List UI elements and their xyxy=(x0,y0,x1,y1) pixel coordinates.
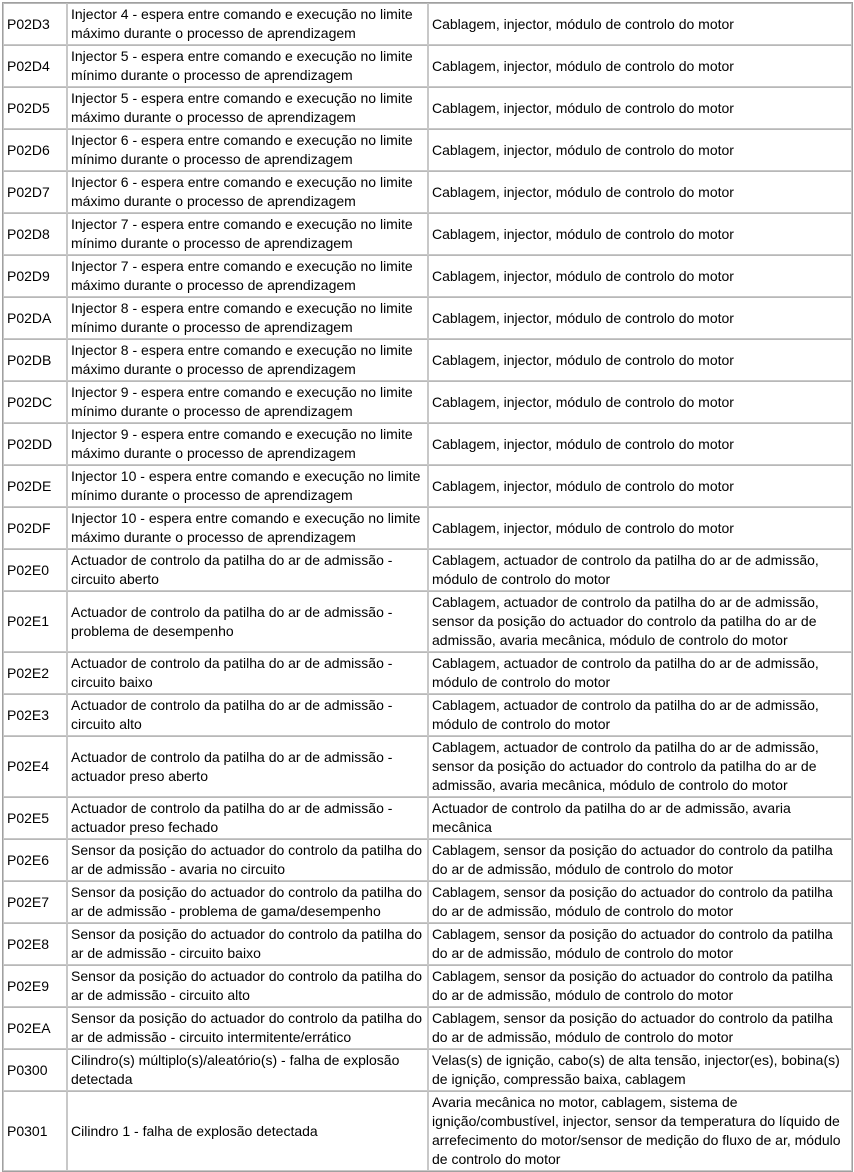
fault-causes: Cablagem, actuador de controlo da patilha do ar de admissão, módulo de controlo do motor xyxy=(428,549,852,591)
fault-code: P02DC xyxy=(3,381,67,423)
fault-description: Actuador de controlo da patilha do ar de admissão - actuador preso fechado xyxy=(67,797,428,839)
fault-description: Injector 6 - espera entre comando e execução no limite máximo durante o processo de aprendizagem xyxy=(67,171,428,213)
fault-code: P02D8 xyxy=(3,213,67,255)
table-row xyxy=(3,591,852,652)
table-row xyxy=(3,1007,852,1049)
fault-code: P02DF xyxy=(3,507,67,549)
table-row xyxy=(3,652,852,694)
fault-causes: Cablagem, injector, módulo de controlo do motor xyxy=(428,339,852,381)
fault-description: Sensor da posição do actuador do controlo da patilha do ar de admissão - circuito alto xyxy=(67,965,428,1007)
fault-causes: Cablagem, injector, módulo de controlo do motor xyxy=(428,129,852,171)
fault-causes: Cablagem, injector, módulo de controlo do motor xyxy=(428,465,852,507)
fault-description: Injector 10 - espera entre comando e execução no limite máximo durante o processo de aprendizagem xyxy=(67,507,428,549)
fault-causes: Cablagem, sensor da posição do actuador do controlo da patilha do ar de admissão, módulo de controlo do motor xyxy=(428,923,852,965)
fault-code: P02D7 xyxy=(3,171,67,213)
fault-code: P02E1 xyxy=(3,591,67,652)
fault-description: Sensor da posição do actuador do controlo da patilha do ar de admissão - avaria no circuito xyxy=(67,839,428,881)
table-row xyxy=(3,549,852,591)
fault-code: P02E8 xyxy=(3,923,67,965)
table-row xyxy=(3,339,852,381)
fault-code: P02E2 xyxy=(3,652,67,694)
fault-causes: Cablagem, sensor da posição do actuador do controlo da patilha do ar de admissão, módulo de controlo do motor xyxy=(428,881,852,923)
fault-causes: Cablagem, actuador de controlo da patilha do ar de admissão, sensor da posição do actuador do controlo da patilha do ar de admissão, avaria mecânica, módulo de controlo do motor xyxy=(428,591,852,652)
fault-code: P02E0 xyxy=(3,549,67,591)
fault-description: Actuador de controlo da patilha do ar de admissão - problema de desempenho xyxy=(67,591,428,652)
table-row xyxy=(3,87,852,129)
fault-causes: Cablagem, actuador de controlo da patilha do ar de admissão, módulo de controlo do motor xyxy=(428,694,852,736)
fault-description: Sensor da posição do actuador do controlo da patilha do ar de admissão - circuito intermitente/errático xyxy=(67,1007,428,1049)
table-row xyxy=(3,129,852,171)
fault-description: Actuador de controlo da patilha do ar de admissão - actuador preso aberto xyxy=(67,736,428,797)
fault-code: P02E3 xyxy=(3,694,67,736)
fault-causes: Cablagem, actuador de controlo da patilha do ar de admissão, sensor da posição do actuador do controlo da patilha do ar de admissão, avaria mecânica, módulo de controlo do motor xyxy=(428,736,852,797)
fault-description: Injector 4 - espera entre comando e execução no limite máximo durante o processo de aprendizagem xyxy=(67,3,428,45)
table-row xyxy=(3,923,852,965)
fault-causes: Cablagem, injector, módulo de controlo do motor xyxy=(428,87,852,129)
table-row xyxy=(3,423,852,465)
fault-code: P02D5 xyxy=(3,87,67,129)
fault-causes: Actuador de controlo da patilha do ar de admissão, avaria mecânica xyxy=(428,797,852,839)
table-row xyxy=(3,1049,852,1091)
fault-description: Sensor da posição do actuador do controlo da patilha do ar de admissão - problema de gama/desempenho xyxy=(67,881,428,923)
fault-description: Injector 5 - espera entre comando e execução no limite máximo durante o processo de aprendizagem xyxy=(67,87,428,129)
fault-code: P02DD xyxy=(3,423,67,465)
fault-code: P02D6 xyxy=(3,129,67,171)
fault-description: Actuador de controlo da patilha do ar de admissão - circuito baixo xyxy=(67,652,428,694)
fault-description: Injector 5 - espera entre comando e execução no limite mínimo durante o processo de aprendizagem xyxy=(67,45,428,87)
fault-causes: Cablagem, injector, módulo de controlo do motor xyxy=(428,423,852,465)
fault-causes: Cablagem, injector, módulo de controlo do motor xyxy=(428,297,852,339)
fault-code: P02D4 xyxy=(3,45,67,87)
fault-code: P02DA xyxy=(3,297,67,339)
fault-description: Sensor da posição do actuador do controlo da patilha do ar de admissão - circuito baixo xyxy=(67,923,428,965)
fault-causes: Avaria mecânica no motor, cablagem, sistema de ignição/combustível, injector, sensor da temperatura do líquido de arrefecimento do motor/sensor de medição do fluxo de ar, módulo de controlo do motor xyxy=(428,1091,852,1171)
fault-description: Injector 8 - espera entre comando e execução no limite máximo durante o processo de aprendizagem xyxy=(67,339,428,381)
table-row xyxy=(3,381,852,423)
fault-description: Injector 8 - espera entre comando e execução no limite mínimo durante o processo de aprendizagem xyxy=(67,297,428,339)
fault-description: Injector 9 - espera entre comando e execução no limite mínimo durante o processo de aprendizagem xyxy=(67,381,428,423)
table-row xyxy=(3,213,852,255)
fault-causes: Cablagem, sensor da posição do actuador do controlo da patilha do ar de admissão, módulo de controlo do motor xyxy=(428,965,852,1007)
fault-causes: Velas(s) de ignição, cabo(s) de alta tensão, injector(es), bobina(s) de ignição, compressão baixa, cablagem xyxy=(428,1049,852,1091)
fault-causes: Cablagem, injector, módulo de controlo do motor xyxy=(428,45,852,87)
fault-description: Injector 7 - espera entre comando e execução no limite máximo durante o processo de aprendizagem xyxy=(67,255,428,297)
fault-code: P02D9 xyxy=(3,255,67,297)
fault-causes: Cablagem, actuador de controlo da patilha do ar de admissão, módulo de controlo do motor xyxy=(428,652,852,694)
table-row xyxy=(3,797,852,839)
fault-causes: Cablagem, injector, módulo de controlo do motor xyxy=(428,255,852,297)
fault-code: P02E7 xyxy=(3,881,67,923)
table-row xyxy=(3,3,852,45)
fault-description: Cilindro(s) múltiplo(s)/aleatório(s) - falha de explosão detectada xyxy=(67,1049,428,1091)
fault-description: Actuador de controlo da patilha do ar de admissão - circuito alto xyxy=(67,694,428,736)
fault-code: P02D3 xyxy=(3,3,67,45)
table-row xyxy=(3,255,852,297)
fault-description: Cilindro 1 - falha de explosão detectada xyxy=(67,1091,428,1171)
table-row xyxy=(3,45,852,87)
table-row xyxy=(3,965,852,1007)
fault-code: P02DE xyxy=(3,465,67,507)
fault-code-table-body xyxy=(3,3,852,1171)
fault-causes: Cablagem, injector, módulo de controlo do motor xyxy=(428,507,852,549)
fault-code: P02DB xyxy=(3,339,67,381)
fault-causes: Cablagem, injector, módulo de controlo do motor xyxy=(428,213,852,255)
table-row xyxy=(3,507,852,549)
fault-description: Injector 10 - espera entre comando e execução no limite mínimo durante o processo de aprendizagem xyxy=(67,465,428,507)
table-row xyxy=(3,171,852,213)
fault-code: P02E9 xyxy=(3,965,67,1007)
fault-causes: Cablagem, injector, módulo de controlo do motor xyxy=(428,381,852,423)
table-row xyxy=(3,881,852,923)
fault-code: P0301 xyxy=(3,1091,67,1171)
fault-description: Injector 9 - espera entre comando e execução no limite máximo durante o processo de aprendizagem xyxy=(67,423,428,465)
table-row xyxy=(3,736,852,797)
table-row xyxy=(3,1091,852,1171)
table-row xyxy=(3,297,852,339)
fault-description: Injector 6 - espera entre comando e execução no limite mínimo durante o processo de aprendizagem xyxy=(67,129,428,171)
fault-description: Actuador de controlo da patilha do ar de admissão - circuito aberto xyxy=(67,549,428,591)
fault-code: P02E4 xyxy=(3,736,67,797)
table-row xyxy=(3,465,852,507)
fault-description: Injector 7 - espera entre comando e execução no limite mínimo durante o processo de aprendizagem xyxy=(67,213,428,255)
fault-causes: Cablagem, injector, módulo de controlo do motor xyxy=(428,171,852,213)
fault-causes: Cablagem, sensor da posição do actuador do controlo da patilha do ar de admissão, módulo de controlo do motor xyxy=(428,1007,852,1049)
fault-code: P02E5 xyxy=(3,797,67,839)
fault-code-table xyxy=(2,2,853,1172)
fault-causes: Cablagem, injector, módulo de controlo do motor xyxy=(428,3,852,45)
fault-code: P02EA xyxy=(3,1007,67,1049)
table-row xyxy=(3,694,852,736)
table-row xyxy=(3,839,852,881)
fault-code: P0300 xyxy=(3,1049,67,1091)
fault-causes: Cablagem, sensor da posição do actuador do controlo da patilha do ar de admissão, módulo de controlo do motor xyxy=(428,839,852,881)
fault-code: P02E6 xyxy=(3,839,67,881)
